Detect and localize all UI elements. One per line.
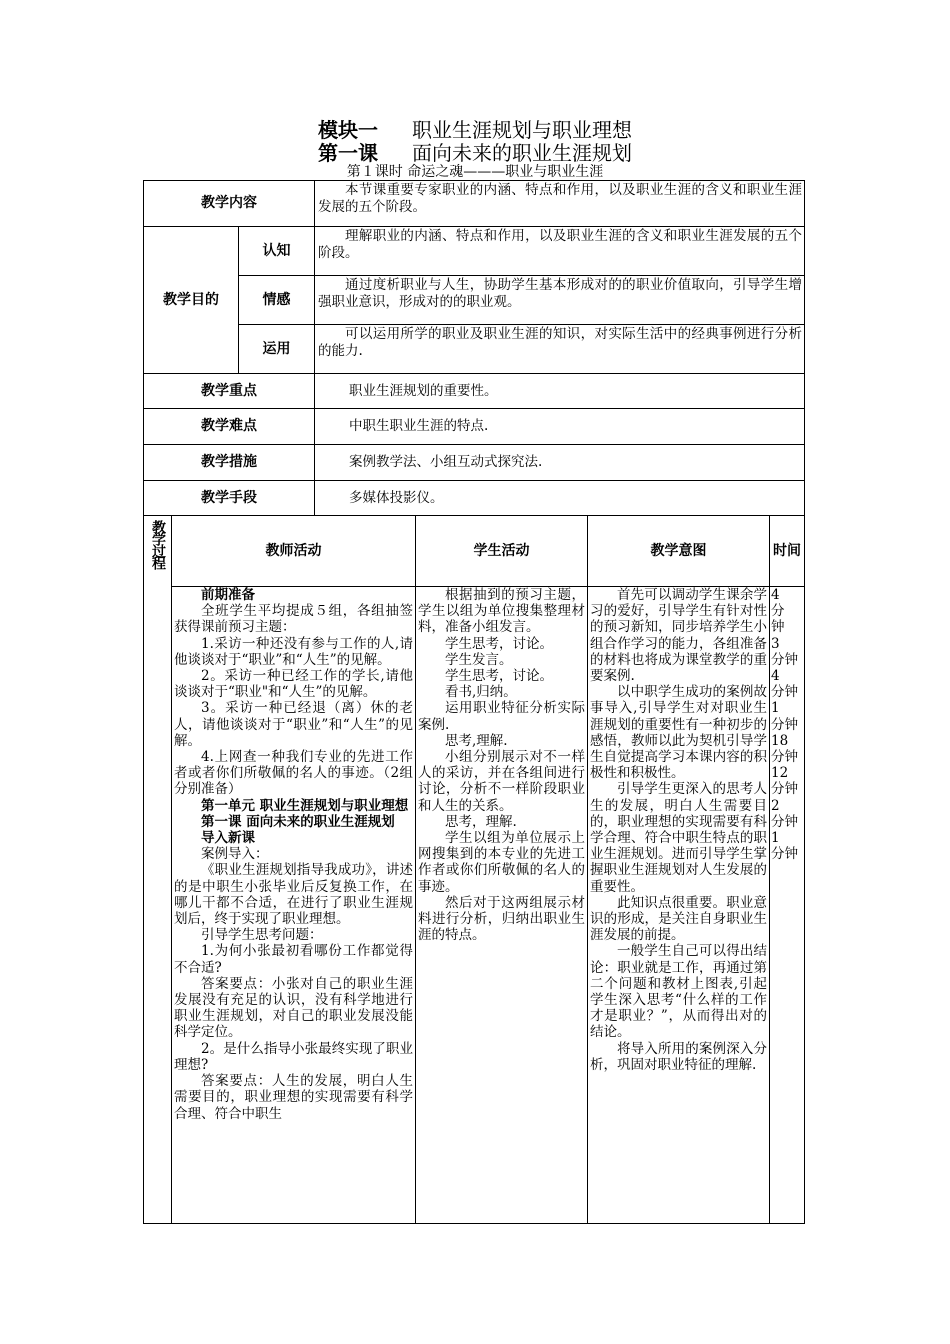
student-paragraph: 学生思考，讨论。 (445, 635, 553, 652)
teacher-paragraph: 第一课 面向未来的职业生涯规划 (201, 813, 395, 830)
lesson-name: 面向未来的职业生涯规划 (412, 141, 632, 165)
time-entry: 分 (771, 603, 785, 620)
teacher-paragraph: 导入新课 (201, 830, 255, 847)
time-entry: 分钟 (771, 651, 798, 668)
student-paragraph: 运用职业特征分析实际案例. (418, 700, 585, 733)
student-paragraph: 思考，理解. (445, 813, 517, 830)
time-entry: 4 (771, 587, 780, 603)
teacher-paragraph: 第一单元 职业生涯规划与职业理想 (201, 797, 409, 814)
time-entry: 12 (771, 765, 789, 782)
student-paragraph: 学生发言。 (445, 651, 513, 668)
module-label: 模块一 (318, 118, 378, 142)
time-entry: 分钟 (771, 716, 798, 733)
time-entry: 分钟 (771, 846, 798, 863)
time-entry: 分钟 (771, 781, 798, 798)
student-paragraph: 小组分别展示对不一样人的采访，并在各组间进行讨论，分析不一样阶段职业和人生的关系。 (418, 749, 585, 814)
teacher-paragraph: 答案要点：小张对自己的职业生涯发展没有充足的认识，没有科学地进行职业生涯规划，对自己的职业发展没能科学定位。 (174, 975, 413, 1041)
goal-apply-label: 运用 (238, 324, 315, 374)
student-paragraph: 根据抽到的预习主题，学生以组为单位搜集整理材料，准备小组发言。 (418, 587, 585, 636)
col-time-header: 时间 (769, 515, 805, 587)
time-entry: 18 (771, 732, 789, 749)
teacher-paragraph: 案例导入： (201, 846, 269, 863)
goal-emotion-text: 通过度析职业与人生，协助学生基本形成对的的职业价值取向，引导学生增强职业意识，形成对的的职业观。 (314, 275, 805, 325)
time-entry: 4 (771, 668, 780, 685)
lesson-label: 第一课 (318, 141, 378, 165)
goal-emotion-label: 情感 (238, 275, 315, 325)
student-paragraph: 然后对于这两组展示材料进行分析，归纳出职业生涯的特点。 (418, 894, 585, 944)
teacher-paragraph: 引导学生思考问题： (201, 927, 323, 944)
teacher-paragraph: 2。是什么指导小张最终实现了职业理想? (174, 1040, 413, 1073)
time-entry: 2 (771, 797, 780, 814)
intent-paragraph: 将导入所用的案例深入分析，巩固对职业特征的理解. (590, 1040, 767, 1073)
time-entry: 分钟 (771, 813, 798, 830)
teacher-paragraph: 2。采访一种已经工作的学长,请他谈谈对于“职业"和“人生”的见解。 (174, 668, 413, 701)
student-paragraph: 学生以组为单位展示上网搜集到的本专业的先进工作者或你们所敬佩的名人的事迹。 (418, 830, 585, 895)
teacher-activities (171, 586, 416, 1224)
time-entry: 分钟 (771, 749, 798, 766)
time-column (769, 586, 805, 1224)
content-text: 本节课重要专家职业的内涵、特点和作用，以及职业生涯的含义和职业生涯发展的五个阶段。 (314, 180, 805, 227)
goal-apply-text: 可以运用所学的职业及职业生涯的知识，对实际生活中的经典事例进行分析的能力. (314, 324, 805, 374)
teacher-paragraph: 答案要点：人生的发展，明白人生需要目的，职业理想的实现需要有科学合理、符合中职生 (174, 1073, 413, 1122)
difficulty-label: 教学难点 (143, 408, 315, 445)
teacher-paragraph: 《职业生涯规划指导我成功》，讲述的是中职生小张毕业后反复换工作，在哪儿干都不合适，在进行了职业生涯规划后，终于实现了职业理想。 (174, 862, 413, 928)
time-entry: 钟 (771, 619, 785, 636)
process-label: 教学过程 (143, 515, 172, 1224)
col-student-header: 学生活动 (415, 515, 588, 587)
intent-paragraph: 引导学生更深入的思考人生的发展，明白人生需要目的，职业理想的实现需要有科学合理、符合中职生特点的职业生涯规划。进而引导学生掌握职业生涯规划对人生发展的重要性。 (590, 781, 767, 895)
time-entry: 1 (771, 700, 780, 717)
period-title: 第１课时 命运之魂———职业与职业生涯 (346, 164, 604, 180)
col-intent-header: 教学意图 (587, 515, 770, 587)
intent-paragraph: 此知识点很重要。职业意识的形成，是关注自身职业生涯发展的前提。 (590, 894, 767, 944)
teacher-paragraph: 4.上网查一种我们专业的先进工作者或者你们所敬佩的名人的事迹。（2组分别准备） (174, 749, 413, 798)
teacher-paragraph: 前期准备 (201, 587, 255, 603)
teacher-paragraph: 1.为何小张最初看哪份工作都觉得不合适? (174, 943, 413, 976)
student-activities (415, 586, 588, 1224)
intent-paragraph: 以中职学生成功的案例故事导入,引导学生对对职业生涯规划的重要性有一种初步的感悟，教师以此为契机引导学生自觉提高学习本课内容的积极性和积极性。 (590, 684, 767, 782)
teaching-intents (587, 586, 770, 1224)
means-text: 多媒体投影仪。 (314, 480, 805, 516)
module-name: 职业生涯规划与职业理想 (412, 118, 632, 142)
teacher-paragraph: 全班学生平均提成５组，各组抽签获得课前预习主题： (174, 603, 413, 636)
student-paragraph: 看书,归纳。 (445, 684, 517, 701)
measure-label: 教学措施 (143, 444, 315, 481)
time-entry: 1 (771, 830, 780, 847)
teacher-paragraph: 1.采访一种还没有参与工作的人,请他谈谈对于“职业”和“人生”的见解。 (174, 635, 413, 668)
intent-paragraph: 首先可以调动学生课余学习的爱好，引导学生有针对性的预习新知，同步培养学生小组合作学习的能力，各组准备的材料也将成为课堂教学的重要案例. (590, 587, 767, 685)
difficulty-text: 中职生职业生涯的特点. (314, 408, 805, 445)
means-label: 教学手段 (143, 480, 315, 516)
teacher-paragraph: 3。采访一种已经退（离）休的老人，请他谈谈对于“职业”和“人生”的见解。 (174, 700, 413, 749)
goals-label: 教学目的 (143, 226, 239, 374)
goal-cognition-text: 理解职业的内涵、特点和作用，以及职业生涯的含义和职业生涯发展的五个阶段。 (314, 226, 805, 276)
student-paragraph: 思考,理解. (445, 732, 508, 749)
goal-cognition-label: 认知 (238, 226, 315, 276)
content-label: 教学内容 (143, 180, 315, 227)
time-entry: 分钟 (771, 684, 798, 701)
student-paragraph: 学生思考，讨论。 (445, 668, 553, 685)
key-text: 职业生涯规划的重要性。 (314, 373, 805, 409)
col-teacher-header: 教师活动 (171, 515, 416, 587)
key-label: 教学重点 (143, 373, 315, 409)
intent-paragraph: 一般学生自己可以得出结论：职业就是工作，再通过第二个问题和教材上图表,引起学生深入思考“什么样的工作才是职业？”，从而得出对的结论。 (590, 943, 767, 1041)
measure-text: 案例教学法、小组互动式探究法. (314, 444, 805, 481)
time-entry: 3 (771, 635, 780, 652)
